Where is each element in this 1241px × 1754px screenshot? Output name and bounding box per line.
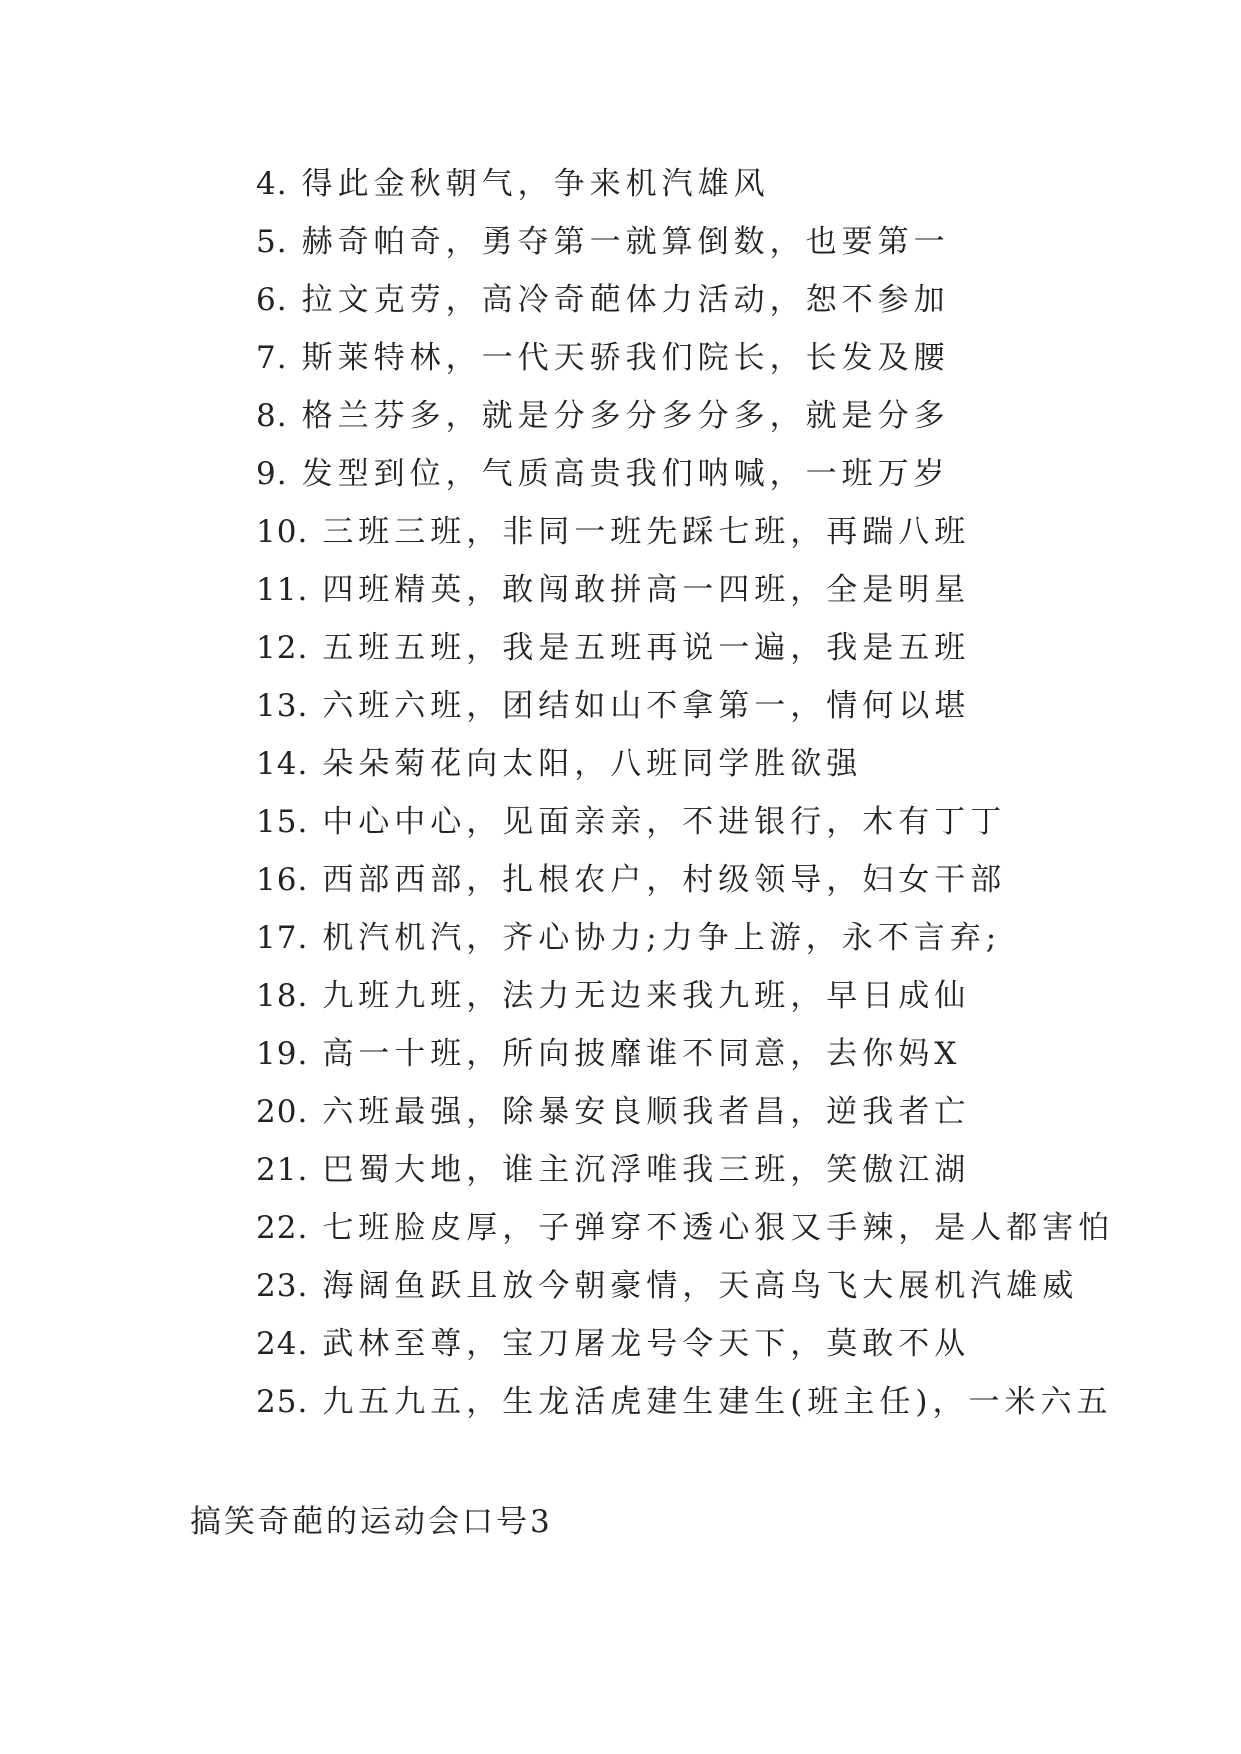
list-item-number: 20. (256, 1094, 309, 1130)
list-item-number: 25. (256, 1384, 309, 1420)
list-item (256, 916, 1114, 974)
list-item (256, 1148, 1114, 1206)
list-item (256, 974, 1114, 1032)
list-item-number: 17. (256, 920, 309, 956)
list-item (256, 568, 1114, 626)
list-item (256, 1206, 1114, 1264)
list-item-number: 15. (256, 804, 309, 840)
list-item-text: 九五九五，生龙活虎建生建生(班主任)，一米六五 (322, 1384, 1113, 1420)
list-item-number: 8. (256, 398, 288, 434)
list-item-number: 6. (256, 282, 288, 318)
list-item-number: 10. (256, 514, 309, 550)
list-item-text: 七班脸皮厚，子弹穿不透心狠又手辣，是人都害怕 (322, 1210, 1115, 1246)
list-item (256, 220, 1114, 278)
list-item-text: 六班六班，团结如山不拿第一，情何以堪 (322, 688, 971, 724)
list-item-text: 武林至尊，宝刀屠龙号令天下，莫敢不从 (322, 1326, 971, 1362)
list-item (256, 742, 1114, 800)
list-item-number: 5. (256, 224, 288, 260)
list-item (256, 278, 1114, 336)
list-item (256, 336, 1114, 394)
list-item (256, 1322, 1114, 1380)
list-item-text: 赫奇帕奇，勇夺第一就算倒数，也要第一 (301, 224, 950, 260)
list-item-text: 拉文克劳，高冷奇葩体力活动，恕不参加 (301, 282, 950, 318)
list-item-text: 格兰芬多，就是分多分多分多，就是分多 (301, 398, 950, 434)
list-item-text: 西部西部，扎根农户，村级领导，妇女干部 (322, 862, 1007, 898)
list-item (256, 510, 1114, 568)
list-item-number: 4. (256, 166, 288, 202)
list-item-text: 三班三班，非同一班先踩七班，再踹八班 (322, 514, 971, 550)
list-item-text: 机汽机汽，齐心协力;力争上游，永不言弃; (322, 920, 1002, 956)
list-item-number: 23. (256, 1268, 309, 1304)
list-item-text: 高一十班，所向披靡谁不同意，去你妈X (322, 1036, 962, 1072)
list-item-text: 五班五班，我是五班再说一遍，我是五班 (322, 630, 971, 666)
list-item-number: 22. (256, 1210, 309, 1246)
list-item-text: 巴蜀大地，谁主沉浮唯我三班，笑傲江湖 (322, 1152, 971, 1188)
list-item-number: 14. (256, 746, 309, 782)
list-item-number: 24. (256, 1326, 309, 1362)
list-item-text: 发型到位，气质高贵我们呐喊，一班万岁 (301, 456, 950, 492)
list-item (256, 452, 1114, 510)
list-item-number: 11. (256, 572, 309, 608)
list-item-number: 7. (256, 340, 288, 376)
list-item (256, 1032, 1114, 1090)
list-item (256, 800, 1114, 858)
list-item (256, 1380, 1114, 1438)
list-item-text: 得此金秋朝气，争来机汽雄风 (301, 166, 770, 202)
list-item-number: 21. (256, 1152, 309, 1188)
list-item-text: 朵朵菊花向太阳，八班同学胜欲强 (322, 746, 863, 782)
list-item (256, 858, 1114, 916)
list-item-text: 九班九班，法力无边来我九班，早日成仙 (322, 978, 971, 1014)
list-item (256, 684, 1114, 742)
list-item-number: 12. (256, 630, 309, 666)
list-item-number: 9. (256, 456, 288, 492)
list-item-number: 19. (256, 1036, 309, 1072)
list-item-text: 六班最强，除暴安良顺我者昌，逆我者亡 (322, 1094, 971, 1130)
list-item-text: 四班精英，敢闯敢拼高一四班，全是明星 (322, 572, 971, 608)
list-item-text: 中心中心，见面亲亲，不进银行，木有丁丁 (322, 804, 1007, 840)
list-item-number: 16. (256, 862, 309, 898)
list-item (256, 1264, 1114, 1322)
list-item (256, 626, 1114, 684)
section-heading: 搞笑奇葩的运动会口号3 (190, 1504, 553, 1540)
list-item-number: 13. (256, 688, 309, 724)
list-item (256, 394, 1114, 452)
list-item (256, 1090, 1114, 1148)
slogan-list (256, 162, 1114, 1438)
list-item-text: 海阔鱼跃且放今朝豪情，天高鸟飞大展机汽雄威 (322, 1268, 1079, 1304)
list-item-text: 斯莱特林，一代天骄我们院长，长发及腰 (301, 340, 950, 376)
list-item-number: 18. (256, 978, 309, 1014)
list-item (256, 162, 1114, 220)
